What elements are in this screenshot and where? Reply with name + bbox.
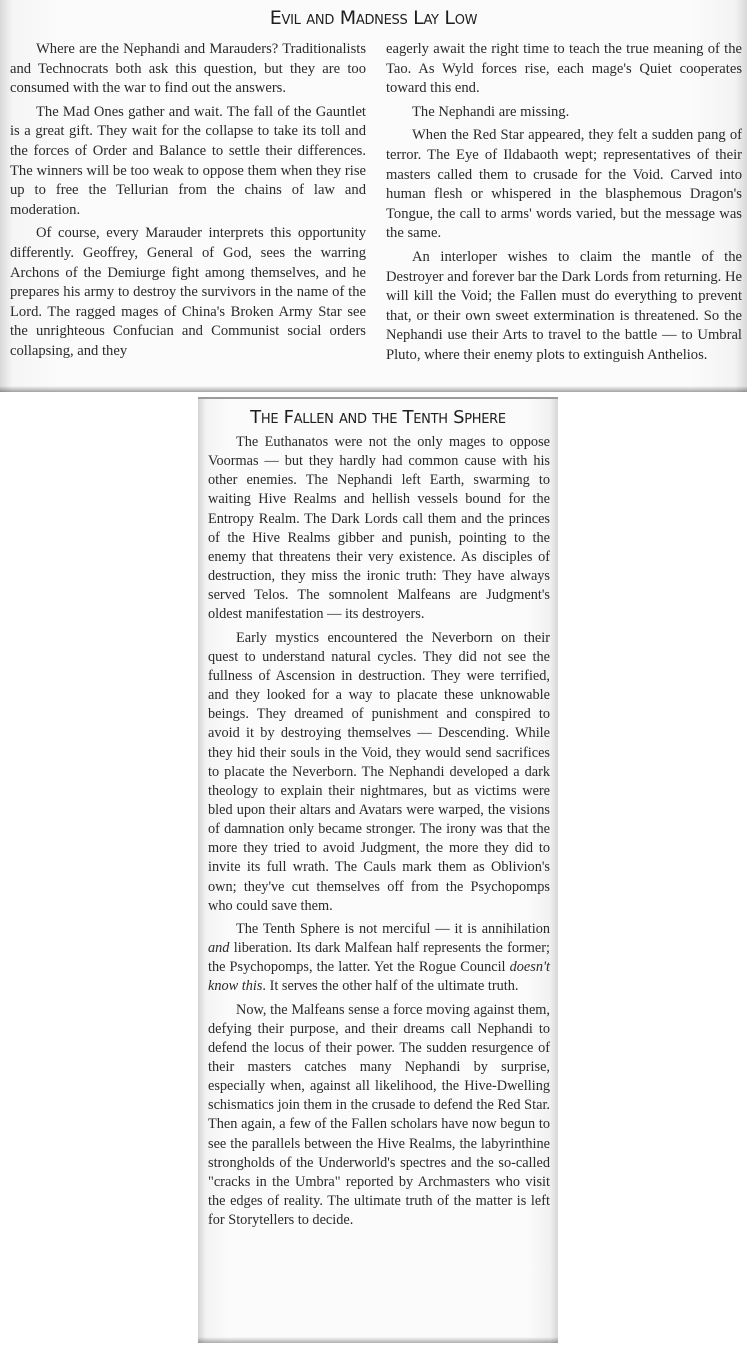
section-title-evil-and-madness: Evil and Madness Lay Low xyxy=(269,7,478,29)
paragraph: eagerly await the right time to teach the true meaning of the Tao. As Wyld forces rise, each mage's Quiet cooperates toward this end. xyxy=(386,41,742,97)
right-column xyxy=(386,40,742,366)
paragraph: The Euthanatos were not the only mages to oppose Voormas — but they hardly had common cause with his other enemies. The Nephandi left Earth, swarming to waiting Hive Realms and hellish vessels bound for the Entropy Realm. The Dark Lords call them and the princes of the Hive Realms gibber and punish, pointing to the enemy that threatens their very existence. As disciples of destruction, they miss the ironic truth: They have always served Telos. The somnolent Malfeans are Judgment's oldest manifestation — its destroyers. xyxy=(208,434,550,623)
paragraph: An interloper wishes to claim the mantle of the Destroyer and forever bar the Dark Lords from returning. He will kill the Void; the Fallen must do everything to prevent that, or their own sweet extermination is threatened. So the Nephandi use their Arts to travel to the battle — to Umbral Pluto, where their enemy plots to extinguish Anthelios. xyxy=(386,248,742,363)
text-run: liberation. Its dark Malfean half represents the former; the Psychopomps, the latter. Yet the Rogue Council xyxy=(208,940,550,976)
top-article-panel xyxy=(0,0,747,392)
paragraph: The Nephandi are missing. xyxy=(412,103,570,120)
section-title-fallen-tenth-sphere: The Fallen and the Tenth Sphere xyxy=(250,407,506,428)
left-column xyxy=(10,40,366,366)
paragraph xyxy=(208,920,550,997)
paragraph: Where are the Nephandi and Marauders? Traditionalists and Technocrats both ask this question, but they are too consumed with the war to find out the answers. xyxy=(10,41,366,97)
paragraph: Now, the Malfeans sense a force moving against them, defying their purpose, and their dreams call Nephandi to defend the locus of their power. The sudden resurgence of their masters catches many Nephandi by surprise, especially when, against all likelihood, the Hive-Dwelling schismatics join them in the crusade to defend the Red Star. Then again, a few of the Fallen scholars have now begun to see the parallels between the Hive Realms, the labyrinthine strongholds of the Underworld's spectres and the so-called "cracks in the Umbra" reported by Archmasters who visit the edges of reality. The ultimate truth of the matter is left for Storytellers to decide. xyxy=(208,1001,550,1229)
emphasis-text: doesn't know this xyxy=(208,959,550,995)
text-run: . It serves the other half of the ultimate truth. xyxy=(262,978,519,995)
two-column-body xyxy=(10,40,742,366)
paragraph: Early mystics encountered the Neverborn on their quest to understand natural cycles. They did not see the fullness of Ascension in destruction. They were terrified, and they looked for a way to placate these unknowable beings. They dreamed of punishment and conspired to avoid it by destroying themselves — Descending. While they hid their souls in the Void, they would send sacrifices to placate the Neverborn. The Nephandi developed a dark theology to explain their nightmares, but as victims were bled upon their altars and Avatars were warped, the visions of damnation only became stronger. The irony was that the more they tried to avoid Judgment, the more they did to invite its full wrath. The Cauls mark them as Oblivion's own; they've cut themselves off from the Psychopomps who could save them. xyxy=(208,629,550,914)
sidebar-body xyxy=(208,433,550,1230)
paragraph: When the Red Star appeared, they felt a sudden pang of terror. The Eye of Ildabaoth wept; representatives of their masters called them to crusade for the Void. Carved into human flesh or whispered in the blasphemous Dragon's Tongue, the call to arms' words varied, but the message was the same. xyxy=(386,127,742,242)
text-run: The Tenth Sphere is not merciful — it is annihilation xyxy=(236,920,550,937)
sidebar-article-panel xyxy=(198,397,558,1343)
paragraph: The Mad Ones gather and wait. The fall of the Gauntlet is a great gift. They wait for the collapse to take its toll and the forces of Order and Balance to settle their differences. The winners will be too weak to oppose them when they rise up to free the Tellurian from the chains of law and moderation. xyxy=(10,103,366,218)
emphasis-text: and xyxy=(208,940,230,957)
paragraph: Of course, every Marauder interprets this opportunity differently. Geoffrey, General of God, sees the warring Archons of the Demiurge fight among themselves, and he prepares his army to destroy the survivors in the name of the Lord. The ragged mages of China's Broken Army Star see the unrighteous Confucian and Communist social orders collapsing, and they xyxy=(10,225,366,359)
